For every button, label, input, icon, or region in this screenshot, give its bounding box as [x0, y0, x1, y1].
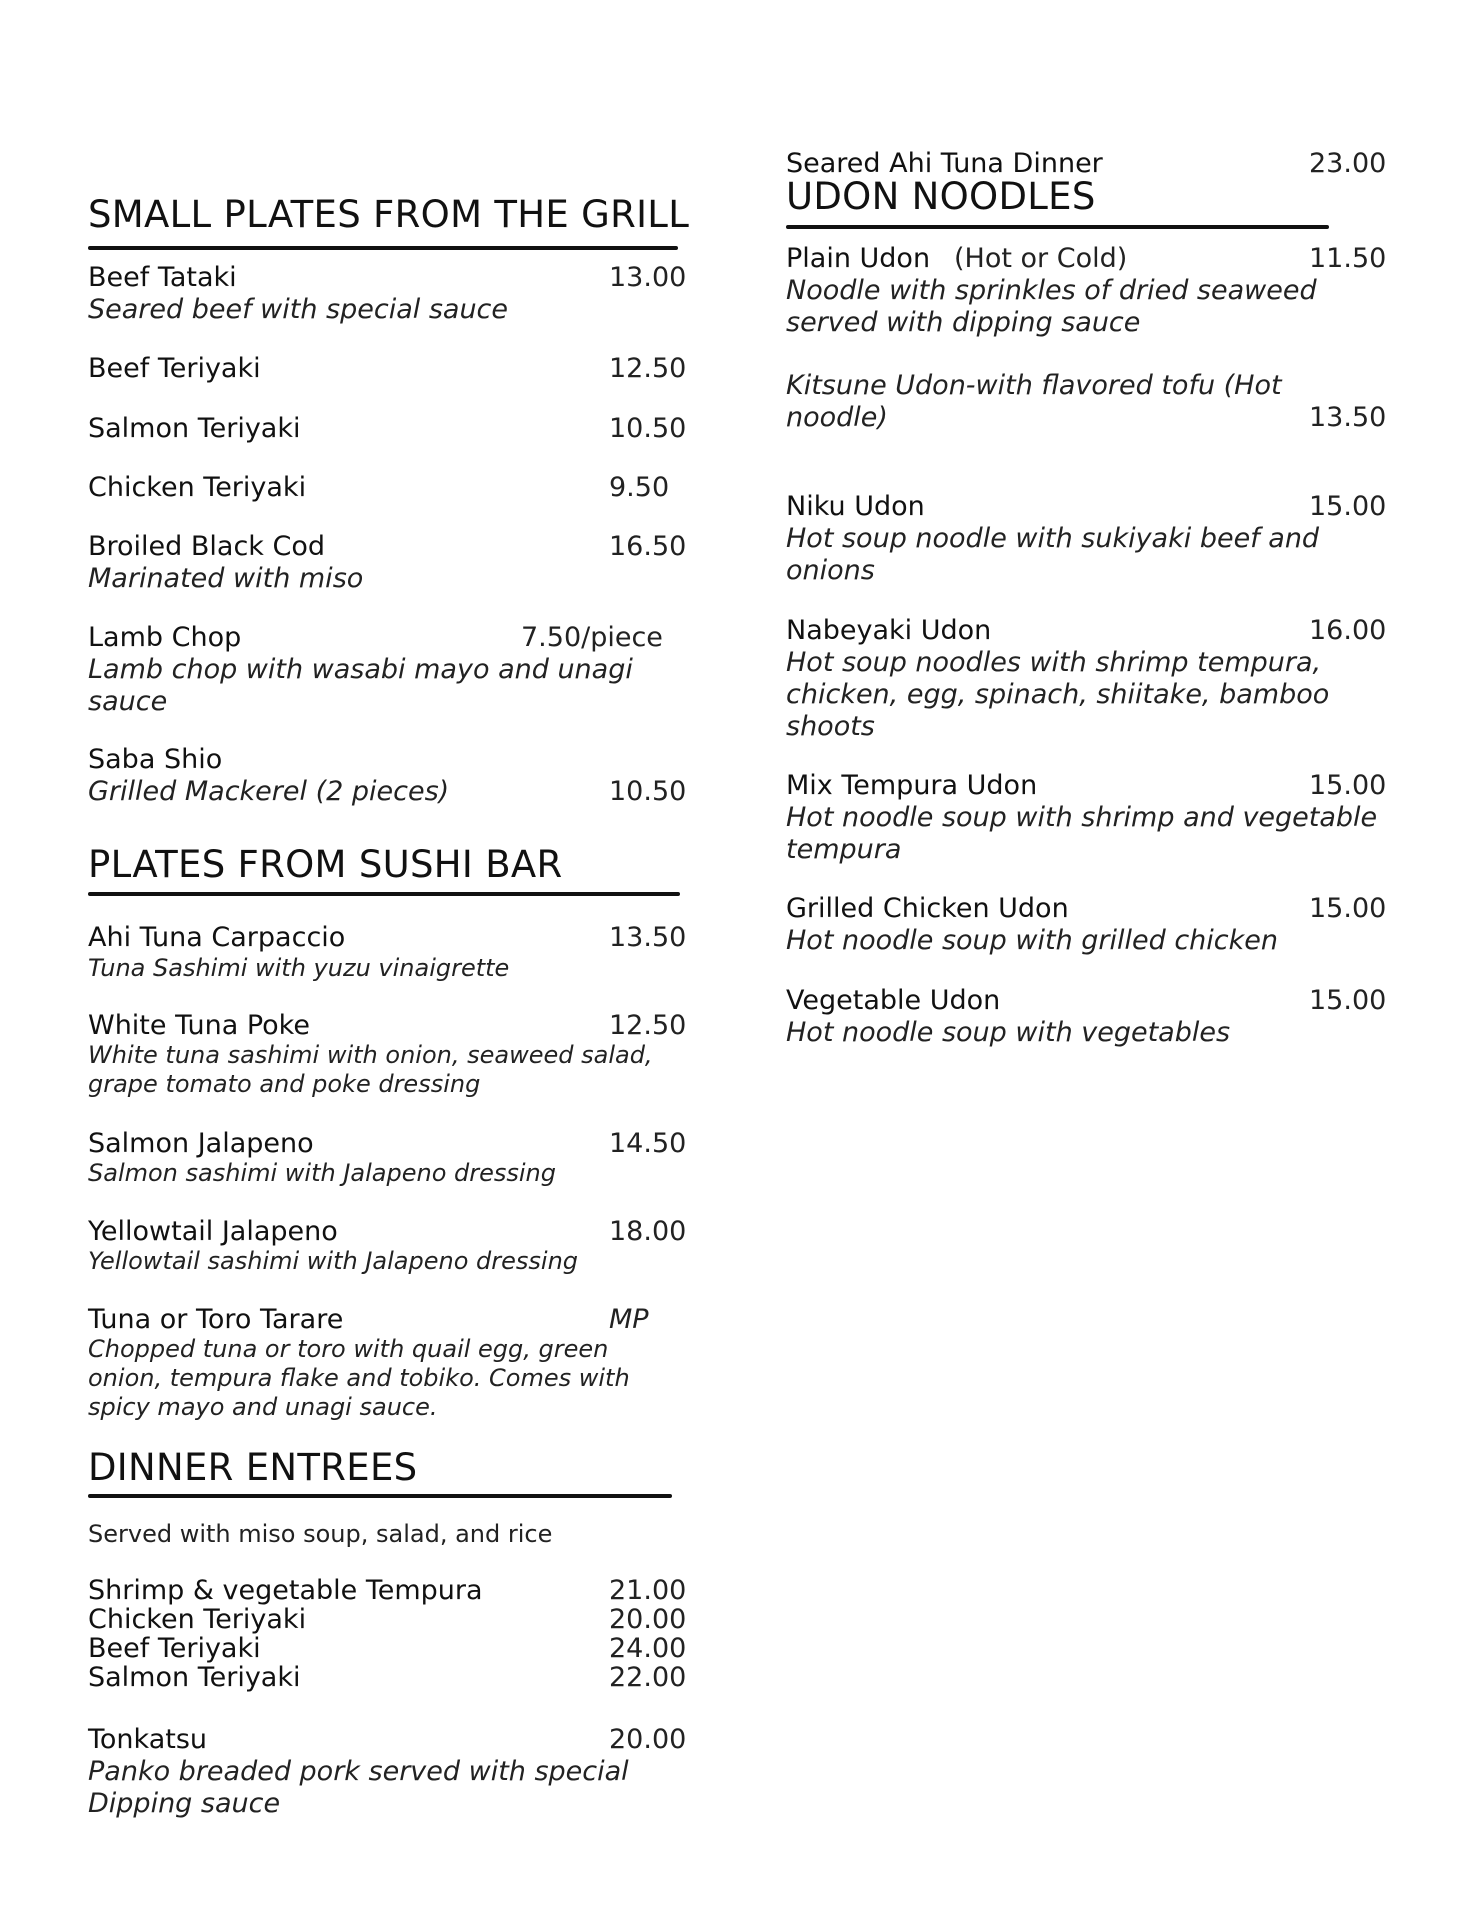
menu-item-description: Noodle with sprinkles of dried seaweed	[786, 275, 1317, 306]
menu-item-description: Kitsune Udon-with flavored tofu (Hot	[786, 370, 1282, 401]
menu-item-price: 14.50	[609, 1128, 687, 1159]
menu-item-description: spicy mayo and unagi sauce.	[88, 1393, 438, 1421]
menu-item-name: Beef Tataki	[88, 262, 237, 293]
menu-item-price: 21.00	[609, 1575, 687, 1606]
menu-item-description: served with dipping sauce	[786, 307, 1141, 338]
menu-item-name: Tonkatsu	[88, 1724, 208, 1755]
menu-item-price: 7.50/piece	[521, 622, 663, 653]
menu-item-price: 15.00	[1309, 893, 1387, 924]
menu-item-name: Salmon Teriyaki	[88, 1662, 301, 1693]
menu-item-description: Lamb chop with wasabi mayo and unagi	[88, 654, 633, 685]
menu-item-description: onion, tempura flake and tobiko. Comes with	[88, 1364, 630, 1392]
section-divider	[786, 225, 1329, 229]
menu-item-price: 9.50	[609, 472, 670, 503]
menu-item-description: shoots	[786, 711, 875, 742]
menu-item-price: 15.00	[1309, 491, 1387, 522]
menu-item-price: 15.00	[1309, 770, 1387, 801]
menu-item-description: Yellowtail sashimi with Jalapeno dressing	[88, 1247, 579, 1275]
menu-item-description: Hot soup noodle with sukiyaki beef and	[786, 523, 1320, 554]
menu-item-price: 16.50	[609, 531, 687, 562]
menu-item-name: Broiled Black Cod	[88, 531, 326, 562]
menu-item-price: 16.00	[1309, 615, 1387, 646]
menu-item-name: Chicken Teriyaki	[88, 472, 307, 503]
menu-item-description: Dipping sauce	[88, 1788, 281, 1819]
menu-item-description: Hot noodle soup with grilled chicken	[786, 925, 1278, 956]
menu-item-price: 12.50	[609, 1010, 687, 1041]
menu-item-price: 23.00	[1309, 148, 1387, 179]
menu-item-name: Nabeyaki Udon	[786, 615, 992, 646]
menu-item-name: Beef Teriyaki	[88, 353, 261, 384]
menu-item-name: Yellowtail Jalapeno	[88, 1216, 338, 1247]
section-divider	[88, 892, 680, 896]
menu-item-description: Seared beef with special sauce	[88, 294, 509, 325]
menu-item-price: 18.00	[609, 1216, 687, 1247]
menu-item-price: 20.00	[609, 1724, 687, 1755]
dinner-entrees-heading: DINNER ENTREES	[88, 1446, 418, 1489]
menu-item-name: Chicken Teriyaki	[88, 1604, 307, 1635]
menu-item-price: 20.00	[609, 1604, 687, 1635]
sushi-bar-heading: PLATES FROM SUSHI BAR	[88, 843, 563, 886]
menu-item-price: 10.50	[609, 776, 687, 807]
menu-item-description: chicken, egg, spinach, shiitake, bamboo	[786, 679, 1330, 710]
menu-item-price: MP	[609, 1304, 649, 1335]
menu-item-description: grape tomato and poke dressing	[88, 1070, 481, 1098]
menu-item-description: Chopped tuna or toro with quail egg, green	[88, 1335, 609, 1363]
menu-item-price: 22.00	[609, 1662, 687, 1693]
menu-item-description: tempura	[786, 834, 902, 865]
menu-item-name: Salmon Jalapeno	[88, 1128, 314, 1159]
menu-item-description: Tuna Sashimi with yuzu vinaigrette	[88, 954, 510, 982]
menu-item-name: Vegetable Udon	[786, 985, 1001, 1016]
section-note: Served with miso soup, salad, and rice	[88, 1520, 553, 1548]
section-divider	[88, 246, 678, 250]
menu-item-description: Salmon sashimi with Jalapeno dressing	[88, 1159, 556, 1187]
menu-item-description: Hot noodle soup with shrimp and vegetable	[786, 802, 1378, 833]
menu-item-name: Lamb Chop	[88, 622, 242, 653]
menu-item-description: Grilled Mackerel (2 pieces)	[88, 776, 450, 807]
udon-noodles-heading: UDON NOODLES	[786, 175, 1096, 218]
menu-item-description: Hot soup noodles with shrimp tempura,	[786, 647, 1322, 678]
menu-item-price: 15.00	[1309, 985, 1387, 1016]
menu-item-name: Seared Ahi Tuna Dinner	[786, 148, 1103, 179]
menu-item-name: Salmon Teriyaki	[88, 413, 301, 444]
menu-item-description: sauce	[88, 686, 168, 717]
menu-item-description: Panko breaded pork served with special	[88, 1756, 629, 1787]
menu-item-price: 10.50	[609, 413, 687, 444]
menu-item-description: onions	[786, 555, 875, 586]
menu-item-name: Beef Teriyaki	[88, 1633, 261, 1664]
menu-item-name: White Tuna Poke	[88, 1010, 310, 1041]
menu-item-description: White tuna sashimi with onion, seaweed salad,	[88, 1041, 653, 1069]
menu-item-description: noodle)	[786, 402, 888, 433]
small-plates-heading: SMALL PLATES FROM THE GRILL	[88, 193, 690, 236]
menu-item-price: 13.50	[1309, 402, 1387, 433]
menu-item-note: (Hot or Cold)	[954, 243, 1128, 274]
menu-item-name: Tuna or Toro Tarare	[88, 1304, 344, 1335]
menu-item-description: Marinated with miso	[88, 563, 364, 594]
menu-item-name: Plain Udon	[786, 243, 931, 274]
section-divider	[88, 1494, 672, 1498]
menu-item-name: Ahi Tuna Carpaccio	[88, 922, 346, 953]
menu-item-name: Mix Tempura Udon	[786, 770, 1038, 801]
menu-item-price: 12.50	[609, 353, 687, 384]
menu-item-price: 24.00	[609, 1633, 687, 1664]
menu-item-price: 11.50	[1309, 243, 1387, 274]
menu-item-name: Grilled Chicken Udon	[786, 893, 1069, 924]
menu-item-description: Hot noodle soup with vegetables	[786, 1017, 1231, 1048]
menu-item-price: 13.50	[609, 922, 687, 953]
menu-item-name: Niku Udon	[786, 491, 925, 522]
menu-item-name: Shrimp & vegetable Tempura	[88, 1575, 483, 1606]
menu-item-price: 13.00	[609, 262, 687, 293]
menu-item-name: Saba Shio	[88, 744, 223, 775]
